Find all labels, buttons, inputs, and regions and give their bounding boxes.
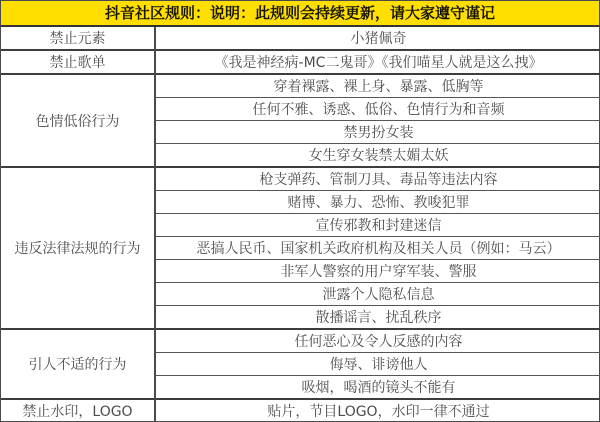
category-cell: 违反法律法规的行为: [1, 167, 155, 329]
category-cell: 引人不适的行为: [1, 329, 155, 399]
rule-cell: 非军人警察的用户穿军装、警服: [155, 260, 600, 283]
rule-cell: 小猪佩奇: [155, 27, 600, 50]
table-row: [1, 27, 600, 50]
rules-table: [1, 27, 600, 422]
table-title: 抖音社区规则：说明：此规则会持续更新，请大家遵守谨记: [1, 1, 599, 27]
rule-cell: 散播谣言、扰乱秩序: [155, 306, 600, 330]
rule-cell: 女生穿女装禁太媚太妖: [155, 144, 600, 168]
rule-cell: 侮辱、诽谤他人: [155, 353, 600, 376]
rule-cell: 泄露个人隐私信息: [155, 283, 600, 306]
table-row: [1, 50, 600, 74]
rule-cell: 恶搞人民币、国家机关政府机构及相关人员（例如：马云）: [155, 237, 600, 260]
rule-cell: 《我是神经病-MC二鬼哥》《我们喵星人就是这么拽》: [155, 50, 600, 74]
rule-cell: 吸烟，喝酒的镜头不能有: [155, 376, 600, 400]
category-cell: 禁止歌单: [1, 50, 155, 74]
rule-cell: 任何不雅、诱惑、低俗、色情行为和音频: [155, 98, 600, 121]
category-cell: 色情低俗行为: [1, 74, 155, 167]
table-row: [1, 167, 600, 191]
rule-cell: 赌博、暴力、恐怖、教唆犯罪: [155, 191, 600, 214]
rule-cell: 贴片，节目LOGO，水印一律不通过: [155, 399, 600, 422]
category-cell: 禁止元素: [1, 27, 155, 50]
rule-cell: 穿着裸露、裸上身、暴露、低胸等: [155, 74, 600, 98]
rule-cell: 禁男扮女装: [155, 121, 600, 144]
rule-cell: 宣传邪教和封建迷信: [155, 214, 600, 237]
rule-cell: 枪支弹药、管制刀具、毒品等违法内容: [155, 167, 600, 191]
category-cell: 禁止水印，LOGO: [1, 399, 155, 422]
table-row: [1, 74, 600, 98]
table-row: [1, 329, 600, 353]
rule-cell: 任何恶心及令人反感的内容: [155, 329, 600, 353]
table-row: [1, 399, 600, 422]
